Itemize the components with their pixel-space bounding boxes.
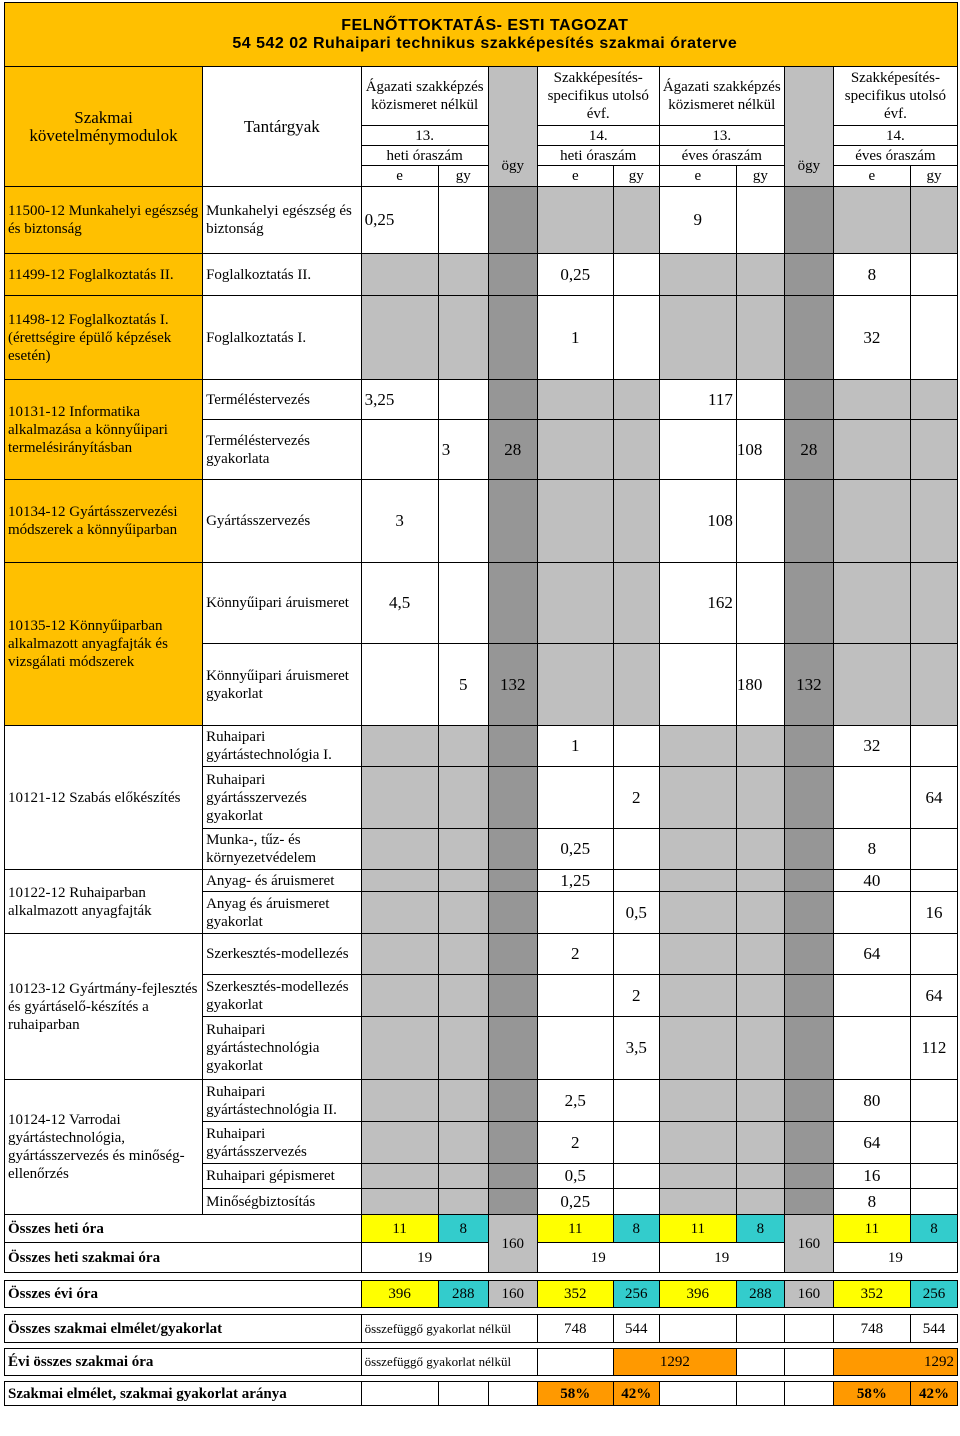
total-value: 58% xyxy=(537,1382,613,1406)
cell-value: 9 xyxy=(659,187,736,254)
cell-value: 0,25 xyxy=(537,1189,613,1215)
cell-value: 132 xyxy=(488,644,537,726)
total-value: 19 xyxy=(537,1243,659,1273)
cell-value: 64 xyxy=(910,975,957,1017)
total-value: 396 xyxy=(361,1281,438,1308)
subject-name: Ruhaipari gyártásszervezés xyxy=(203,1122,361,1164)
total-label: Összes szakmai elmélet/gyakorlat xyxy=(5,1315,362,1343)
total-value: 42% xyxy=(910,1382,957,1406)
total-value: 42% xyxy=(613,1382,659,1406)
subject-name: Terméléstervezés gyakorlata xyxy=(203,420,361,480)
header-col4: Szakképesítés-specifikus utolsó évf. xyxy=(833,67,957,126)
header-col2: Szakképesítés-specifikus utolsó évf. xyxy=(537,67,659,126)
cell-value: 8 xyxy=(833,1189,910,1215)
curriculum-table xyxy=(4,2,958,1406)
module-name: 11500-12 Munkahelyi egészség és biztonság xyxy=(5,187,203,254)
total-value: 19 xyxy=(659,1243,784,1273)
module-name: 11499-12 Foglalkoztatás II. xyxy=(5,254,203,296)
subject-name: Foglalkoztatás II. xyxy=(203,254,361,296)
cell-value: 180 xyxy=(736,644,784,726)
module-row xyxy=(5,480,958,563)
cell-value: 1 xyxy=(537,726,613,767)
module-row xyxy=(5,380,958,420)
module-name: 10134-12 Gyártásszervezési módszerek a könnyűiparban xyxy=(5,480,203,563)
weekly-hours-2: heti óraszám xyxy=(537,146,659,166)
cell-value: 64 xyxy=(833,934,910,975)
cell-value: 108 xyxy=(659,480,736,563)
total-value: 160 xyxy=(488,1281,537,1308)
subject-name: Gyártásszervezés xyxy=(203,480,361,563)
total-value: 544 xyxy=(910,1315,957,1343)
module-row xyxy=(5,870,958,892)
module-row xyxy=(5,254,958,296)
cell-value: 117 xyxy=(659,380,736,420)
module-name: 10121-12 Szabás előkészítés xyxy=(5,726,203,870)
cell-value: 132 xyxy=(784,644,833,726)
total-label: Összes heti óra xyxy=(5,1215,362,1243)
cell-value: 0,5 xyxy=(537,1164,613,1189)
total-value: 256 xyxy=(613,1281,659,1308)
cell-value: 4,5 xyxy=(361,563,438,644)
total-value: 160 xyxy=(488,1215,537,1273)
subject-name: Munkahelyi egészség és biztonság xyxy=(203,187,361,254)
total-row xyxy=(5,1315,958,1343)
cell-value: 0,25 xyxy=(537,254,613,296)
total-value: 8 xyxy=(910,1215,957,1243)
subject-name: Munka-, tűz- és környezetvédelem xyxy=(203,829,361,870)
subject-name: Könnyűipari áruismeret gyakorlat xyxy=(203,644,361,726)
total-value: 11 xyxy=(833,1215,910,1243)
year-13a: 13. xyxy=(361,126,488,146)
module-name: 10123-12 Gyártmány-fejlesztés és gyártáselő-készítés a ruhaiparban xyxy=(5,934,203,1080)
header-subjects: Tantárgyak xyxy=(203,67,361,187)
subject-name: Ruhaipari gyártástechnológia II. xyxy=(203,1080,361,1122)
cell-value: 40 xyxy=(833,870,910,892)
cell-value: 112 xyxy=(910,1017,957,1080)
total-value: 396 xyxy=(659,1281,736,1308)
cell-value: 32 xyxy=(833,726,910,767)
cell-value: 3,25 xyxy=(361,380,438,420)
module-name: 10122-12 Ruhaiparban alkalmazott anyagfajták xyxy=(5,870,203,934)
cell-value: 2 xyxy=(613,975,659,1017)
total-row xyxy=(5,1215,958,1243)
total-value: 160 xyxy=(784,1215,833,1273)
cell-value: 2 xyxy=(537,1122,613,1164)
total-value: 11 xyxy=(659,1215,736,1243)
total-value: 19 xyxy=(361,1243,488,1273)
module-row xyxy=(5,726,958,767)
cell-value: 16 xyxy=(910,892,957,934)
cell-value: 3,5 xyxy=(613,1017,659,1080)
total-value: 256 xyxy=(910,1281,957,1308)
year-13b: 13. xyxy=(659,126,784,146)
cell-value: 2,5 xyxy=(537,1080,613,1122)
module-row xyxy=(5,187,958,254)
title-line-2: 54 542 02 Ruhaipari technikus szakképesítés szakmai óraterve xyxy=(232,34,738,52)
page-title xyxy=(203,3,958,67)
total-value: 748 xyxy=(537,1315,613,1343)
subject-name: Anyag- és áruismeret xyxy=(203,870,361,892)
subject-name: Foglalkoztatás I. xyxy=(203,296,361,380)
annual-hours-1: éves óraszám xyxy=(659,146,784,166)
cell-value: 3 xyxy=(438,420,488,480)
e-label: e xyxy=(361,166,438,187)
cell-value: 5 xyxy=(438,644,488,726)
subject-name: Terméléstervezés xyxy=(203,380,361,420)
header-col3: Ágazati szakképzés közismeret nélkül xyxy=(659,67,784,126)
subject-name: Ruhaipari gyártásszervezés gyakorlat xyxy=(203,767,361,829)
total-value: 288 xyxy=(438,1281,488,1308)
cell-value: 64 xyxy=(910,767,957,829)
total-value: 11 xyxy=(361,1215,438,1243)
total-value: 8 xyxy=(613,1215,659,1243)
gy-label: gy xyxy=(910,166,957,187)
total-row xyxy=(5,1281,958,1308)
total-value: 288 xyxy=(736,1281,784,1308)
subject-name: Ruhaipari gyártástechnológia I. xyxy=(203,726,361,767)
total-value: 748 xyxy=(833,1315,910,1343)
subject-name: Ruhaipari gyártástechnológia gyakorlat xyxy=(203,1017,361,1080)
gy-label: gy xyxy=(736,166,784,187)
module-name: 10124-12 Varrodai gyártástechnológia, gyártásszervezés és minőség-ellenőrzés xyxy=(5,1080,203,1215)
cell-value: 64 xyxy=(833,1122,910,1164)
header-modules: Szakmai követelménymodulok xyxy=(5,67,203,187)
total-value: 544 xyxy=(613,1315,659,1343)
cell-value: 2 xyxy=(613,767,659,829)
annual-hours-2: éves óraszám xyxy=(833,146,957,166)
subject-name: Ruhaipari gépismeret xyxy=(203,1164,361,1189)
module-row xyxy=(5,563,958,644)
e-label: e xyxy=(537,166,613,187)
cell-value: 2 xyxy=(537,934,613,975)
subject-name: Anyag és áruismeret gyakorlat xyxy=(203,892,361,934)
note: összefüggő gyakorlat nélkül xyxy=(361,1349,537,1376)
module-row xyxy=(5,296,958,380)
cell-value: 1 xyxy=(537,296,613,380)
total-value: 58% xyxy=(833,1382,910,1406)
module-row xyxy=(5,1080,958,1122)
cell-value: 1,25 xyxy=(537,870,613,892)
total-value: 1292 xyxy=(613,1349,736,1376)
cell-value: 0,25 xyxy=(361,187,438,254)
header-col1: Ágazati szakképzés közismeret nélkül xyxy=(361,67,488,126)
subject-name: Könnyűipari áruismeret xyxy=(203,563,361,644)
cell-value: 80 xyxy=(833,1080,910,1122)
total-label: Szakmai elmélet, szakmai gyakorlat aránya xyxy=(5,1382,362,1406)
cell-value: 108 xyxy=(736,420,784,480)
cell-value: 0,25 xyxy=(537,829,613,870)
module-name: 11498-12 Foglalkoztatás I. (érettségire épülő képzések esetén) xyxy=(5,296,203,380)
cell-value: 32 xyxy=(833,296,910,380)
total-label: Évi összes szakmai óra xyxy=(5,1349,362,1376)
cell-value: 0,5 xyxy=(613,892,659,934)
gy-label: gy xyxy=(613,166,659,187)
total-label: Összes évi óra xyxy=(5,1281,362,1308)
cell-value: 8 xyxy=(833,829,910,870)
total-label: Összes heti szakmai óra xyxy=(5,1243,362,1273)
note: összefüggő gyakorlat nélkül xyxy=(361,1315,537,1343)
total-value: 8 xyxy=(736,1215,784,1243)
gy-label: gy xyxy=(438,166,488,187)
total-value: 352 xyxy=(833,1281,910,1308)
title-line-1: FELNŐTTOKTATÁS- ESTI TAGOZAT xyxy=(341,16,629,34)
total-value: 160 xyxy=(784,1281,833,1308)
module-name: 10135-12 Könnyűiparban alkalmazott anyagfajták és vizsgálati módszerek xyxy=(5,563,203,726)
total-value: 11 xyxy=(537,1215,613,1243)
subject-name: Minőségbiztosítás xyxy=(203,1189,361,1215)
e-label: e xyxy=(833,166,910,187)
cell-value: 8 xyxy=(833,254,910,296)
total-value: 19 xyxy=(833,1243,957,1273)
cell-value: 16 xyxy=(833,1164,910,1189)
ogy-1: ögy xyxy=(488,146,537,187)
total-row xyxy=(5,1382,958,1406)
total-value: 352 xyxy=(537,1281,613,1308)
total-row xyxy=(5,1349,958,1376)
weekly-hours-1: heti óraszám xyxy=(361,146,488,166)
ogy-2: ögy xyxy=(784,146,833,187)
cell-value: 28 xyxy=(488,420,537,480)
module-name: 10131-12 Informatika alkalmazása a könnyűipari termelésirányításban xyxy=(5,380,203,480)
subject-name: Szerkesztés-modellezés gyakorlat xyxy=(203,975,361,1017)
year-14a: 14. xyxy=(537,126,659,146)
year-14b: 14. xyxy=(833,126,957,146)
module-row xyxy=(5,934,958,975)
total-value: 1292 xyxy=(833,1349,957,1376)
cell-value: 162 xyxy=(659,563,736,644)
total-value: 8 xyxy=(438,1215,488,1243)
cell-value: 28 xyxy=(784,420,833,480)
e-label: e xyxy=(659,166,736,187)
cell-value: 3 xyxy=(361,480,438,563)
subject-name: Szerkesztés-modellezés xyxy=(203,934,361,975)
